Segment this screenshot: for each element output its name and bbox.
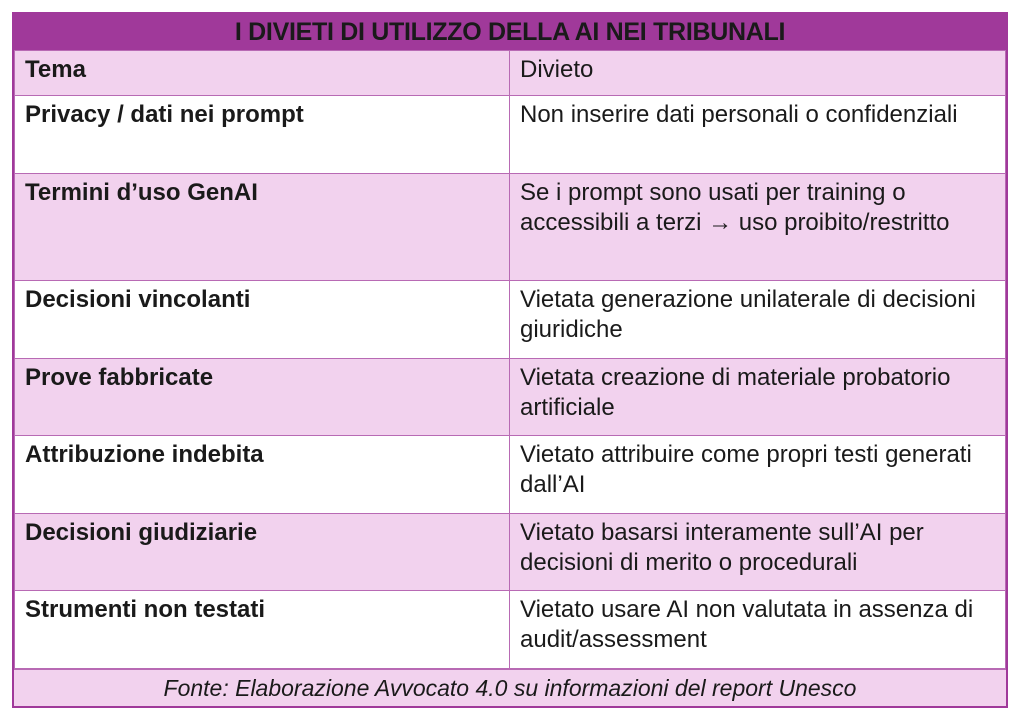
table-row [15,173,1006,281]
row-tema: Decisioni vincolanti [15,281,510,359]
table-row [15,281,1006,359]
table-row [15,513,1006,591]
row-divieto: Vietato usare AI non valutata in assenza di audit/assessment [510,591,1006,669]
prohibitions-table [14,50,1006,669]
row-divieto: Se i prompt sono usati per training o accessibili a terzi → uso proibito/restritto [510,173,1006,281]
row-tema: Strumenti non testati [15,591,510,669]
table-row [15,358,1006,436]
header-divieto: Divieto [510,51,1006,96]
row-tema: Attribuzione indebita [15,436,510,514]
source-footer: Fonte: Elaborazione Avvocato 4.0 su informazioni del report Unesco [14,669,1006,706]
row-tema: Termini d’uso GenAI [15,173,510,281]
header-tema: Tema [15,51,510,96]
row-divieto: Vietata generazione unilaterale di decisioni giuridiche [510,281,1006,359]
table-row [15,436,1006,514]
table-row [15,96,1006,174]
table-header-row [15,51,1006,96]
row-divieto: Vietata creazione di materiale probatorio artificiale [510,358,1006,436]
table-row [15,591,1006,669]
table-frame [12,12,1008,708]
table-title: I DIVIETI DI UTILIZZO DELLA AI NEI TRIBUNALI [14,14,1006,50]
row-divieto: Vietato attribuire come propri testi generati dall’AI [510,436,1006,514]
row-tema: Decisioni giudiziarie [15,513,510,591]
row-divieto: Non inserire dati personali o confidenziali [510,96,1006,174]
row-tema: Prove fabbricate [15,358,510,436]
row-divieto: Vietato basarsi interamente sull’AI per decisioni di merito o procedurali [510,513,1006,591]
row-tema: Privacy / dati nei prompt [15,96,510,174]
